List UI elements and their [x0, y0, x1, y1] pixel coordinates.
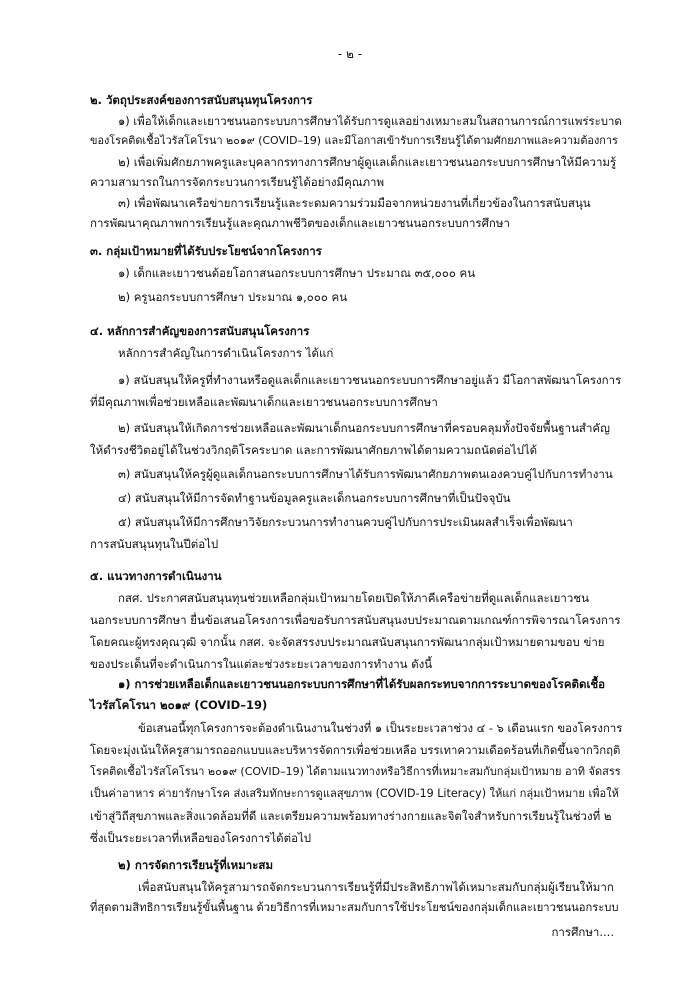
- subsection-1-paragraph-line-1: ข้อเสนอนี้ทุกโครงการจะต้องดำเนินงานในช่วงที่ ๑ เป็นระยะเวลาช่วง ๔ - ๖ เดือนแรก ของโครงการ: [138, 721, 623, 735]
- section-4-item-1-line-2: ที่มีคุณภาพเพื่อช่วยเหลือและพัฒนาเด็กและเยาวชนนอกระบบการศึกษา: [90, 395, 438, 409]
- section-4-item-5-line-1: ๕) สนับสนุนให้มีการศึกษาวิจัยกระบวนการทำงานควบคู่ไปกับการประเมินผลสำเร็จเพื่อพัฒนา: [118, 515, 573, 529]
- section-3-item-2: ๒) ครูนอกระบบการศึกษา ประมาณ ๑,๐๐๐ คน: [118, 290, 348, 304]
- subsection-2-paragraph-line-2: ที่สุดตามสิทธิการเรียนรู้ขั้นพื้นฐาน ด้วยวิธีการที่เหมาะสมกับการใช้ประโยชน์ของกลุ่มเด็กและเยาวชนนอกระบบ: [90, 901, 619, 914]
- section-3-heading: ๓. กลุ่มเป้าหมายที่ได้รับประโยชน์จากโครงการ: [90, 244, 322, 258]
- section-4-item-1-line-1: ๑) สนับสนุนให้ครูที่ทำงานหรือดูแลเด็กและเยาวชนนอกระบบการศึกษาอยู่แล้ว มีโอกาสพัฒนาโครงการ: [118, 373, 622, 387]
- section-5-heading: ๕. แนวทางการดำเนินงาน: [90, 569, 222, 583]
- subsection-1-heading-line-1: ๑) การช่วยเหลือเด็กและเยาวชนนอกระบบการศึกษาที่ได้รับผลกระทบจากการระบาดของโรคติดเชื้อ: [118, 677, 606, 691]
- section-4-item-2-line-2: ให้ดำรงชีวิตอยู่ได้ในช่วงวิกฤติโรคระบาด และการพัฒนาศักยภาพได้ตามความถนัดต่อไปได้: [90, 443, 538, 457]
- section-2-heading: ๒. วัตถุประสงค์ของการสนับสนุนทุนโครงการ: [90, 93, 313, 107]
- section-4-item-3: ๓) สนับสนุนให้ครูผู้ดูแลเด็กนอกระบบการศึกษาได้รับการพัฒนาศักยภาพตนเองควบคู่ไปกับการทำงาน: [118, 467, 613, 481]
- subsection-1-paragraph-line-4: เป็นค่าอาหาร ค่ายารักษาโรค ส่งเสริมทักษะการดูแลสุขภาพ (COVID-19 Literacy) ให้แก่ กลุ่มเป้าหมาย เพื่อให้: [90, 787, 619, 800]
- section-2-item-1-line-1: ๑) เพื่อให้เด็กและเยาวชนนอกระบบการศึกษาได้รับการดูแลอย่างเหมาะสมในสถานการณ์การแพร่ระบาด: [118, 114, 622, 128]
- section-5-paragraph-line-4: ของประเด็นที่จะดำเนินการในแต่ละช่วงระยะเวลาของการทำงาน ดังนี้: [90, 657, 433, 671]
- section-2-item-3-line-1: ๓) เพื่อพัฒนาเครือข่ายการเรียนรู้และระดมความร่วมมือจากหน่วยงานที่เกี่ยวข้องในการสนับสนุน: [118, 196, 591, 210]
- section-4-intro: หลักการสำคัญในการดำเนินโครงการ ได้แก่: [118, 346, 334, 360]
- subsection-2-paragraph-line-1: เพื่อสนับสนุนให้ครูสามารถจัดกระบวนการเรียนรู้ที่มีประสิทธิภาพได้เหมาะสมกับกลุ่มผู้เรียนให้มาก: [138, 880, 614, 894]
- subsection-1-paragraph-line-6: ซึ่งเป็นระยะเวลาที่เหลือของโครงการได้ต่อไป: [90, 831, 312, 845]
- section-2-item-2-line-2: ความสามารถในการจัดกระบวนการเรียนรู้ได้อย่างมีคุณภาพ: [90, 175, 385, 189]
- section-4-item-2-line-1: ๒) สนับสนุนให้เกิดการช่วยเหลือและพัฒนาเด็กนอกระบบการศึกษาที่ครอบคลุมทั้งปัจจัยพื้นฐานสำคัญ: [118, 421, 610, 435]
- section-5-paragraph-line-1: กสศ. ประกาศสนับสนุนทุนช่วยเหลือกลุ่มเป้าหมายโดยเปิดให้ภาคีเครือข่ายที่ดูแลเด็กและเยาวชน: [118, 591, 589, 605]
- page-continuation-footer: การศึกษา....: [551, 925, 614, 939]
- section-3-item-1: ๑) เด็กและเยาวชนด้อยโอกาสนอกระบบการศึกษา ประมาณ ๓๕,๐๐๐ คน: [118, 266, 476, 280]
- section-4-item-4: ๔) สนับสนุนให้มีการจัดทำฐานข้อมูลครูและเด็กนอกระบบการศึกษาที่เป็นปัจจุบัน: [118, 491, 511, 505]
- section-4-heading: ๔. หลักการสำคัญของการสนับสนุนโครงการ: [90, 324, 310, 338]
- page-number: - ๒ -: [337, 47, 363, 61]
- section-4-item-5-line-2: การสนับสนุนทุนในปีต่อไป: [90, 537, 219, 551]
- subsection-1-paragraph-line-5: เข้าสู่วิถีสุขภาพและสิ่งแวดล้อมที่ดี และเตรียมความพร้อมทางร่างกายและจิตใจสำหรับการเรียนรู้ในช่วงที่ ๒: [90, 809, 612, 823]
- section-2-item-3-line-2: การพัฒนาคุณภาพการเรียนรู้และคุณภาพชีวิตของเด็กและเยาวชนนอกระบบการศึกษา: [90, 216, 510, 230]
- section-2-item-1-line-2: ของโรคติดเชื้อไวรัสโคโรนา ๒๐๑๙ (COVID–19) และมีโอกาสเข้ารับการเรียนรู้ได้ตามศักยภาพและความต้องการ: [90, 134, 618, 147]
- subsection-1-paragraph-line-3: โรคติดเชื้อไวรัสโคโรนา ๒๐๑๙ (COVID–19) ได้ตามแนวทางหรือวิธีการที่เหมาะสมกับกลุ่มเป้าหมาย อาทิ จัดสรร: [90, 765, 621, 778]
- section-2-item-2-line-1: ๒) เพื่อเพิ่มศักยภาพครูและบุคลากรทางการศึกษาผู้ดูแลเด็กและเยาวชนนอกระบบการศึกษาให้มีความรู้: [118, 155, 617, 169]
- subsection-2-heading: ๒) การจัดการเรียนรู้ที่เหมาะสม: [118, 858, 274, 872]
- section-5-paragraph-line-3: โดยคณะผู้ทรงคุณวุฒิ จากนั้น กสศ. จะจัดสรรงบประมาณสนับสนุนการพัฒนากลุ่มเป้าหมายตามขอบ ข่าย: [90, 635, 605, 649]
- section-5-paragraph-line-2: นอกระบบการศึกษา ยื่นข้อเสนอโครงการเพื่อขอรับการสนับสนุนงบประมาณตามเกณฑ์การพิจารณาโครงการ: [90, 613, 621, 627]
- subsection-1-heading-line-2: ไวรัสโคโรนา ๒๐๑๙ (COVID–19): [90, 698, 268, 712]
- subsection-1-paragraph-line-2: โดยจะมุ่งเน้นให้ครูสามารถออกแบบและบริหารจัดการเพื่อช่วยเหลือ บรรเทาความเดือดร้อนที่เกิดขึ้นจากวิกฤติ: [90, 743, 621, 757]
